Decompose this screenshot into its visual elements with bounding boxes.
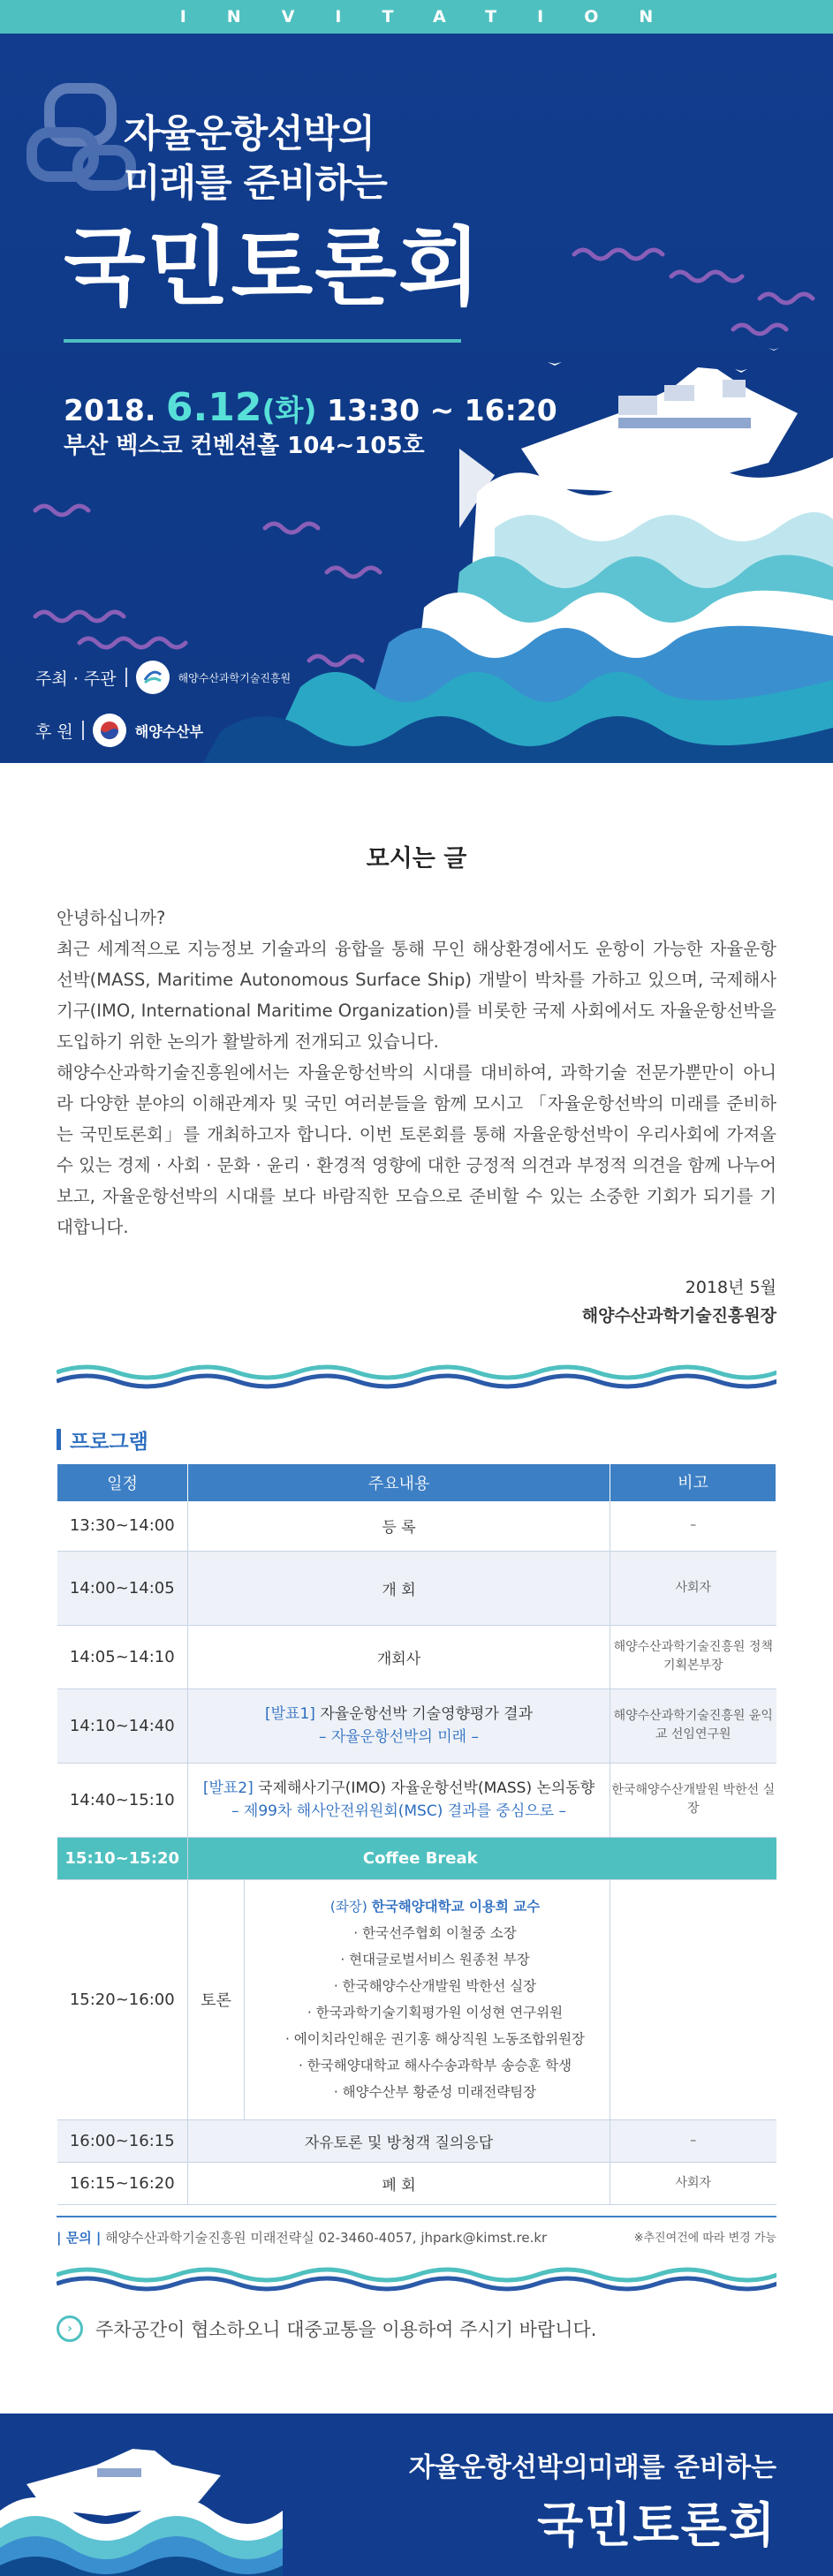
discussion-label: 토론 (188, 1879, 245, 2119)
organizer-name: 해양수산과학기술진흥원 (178, 671, 292, 684)
row-note: – (610, 2119, 776, 2162)
event-time: 13:30 ~ 16:20 (327, 393, 557, 427)
panelist: · 에이치라인해운 권기홍 해상직원 노동조합위원장 (284, 2031, 586, 2047)
letter-signer: 해양수산과학기술진흥원장 (581, 1306, 776, 1326)
header-content: 주요내용 (188, 1464, 610, 1501)
table-row (57, 1688, 776, 1763)
date-year: 2018. (64, 393, 156, 427)
wave-divider (57, 2262, 776, 2293)
chair-prefix: (좌장) (329, 1899, 367, 1915)
wave-divider (57, 1360, 776, 1390)
letter-paragraph: 최근 세계적으로 지능정보 기술과의 융합을 통해 무인 해상환경에서도 운항이 가능한 자율운항선박(MASS, Maritime Autonomous Surface Ship) 개발이 박차를 가하고 있으며, 국제해사기구(IMO, International Maritime Organization)를 비롯한 국제 사회에서도 자율운항선박을 도입하기 위한 논의가 활발하게 전개되고 있습니다. (57, 939, 776, 1052)
sponsor-label: 후 원 (35, 721, 73, 742)
footer-subtitle: 자율운항선박의미래를 준비하는 (408, 2452, 776, 2483)
panelist: · 현대글로벌서비스 원종천 부장 (340, 1952, 530, 1968)
presentation-title: 자율운항선박 기술영향평가 결과 (320, 1705, 534, 1723)
panelist: · 한국해양수산개발원 박한선 실장 (333, 1978, 537, 1994)
presentation-title: 국제해사기구(IMO) 자율운항선박(MASS) 논의동향 (258, 1779, 595, 1797)
footer-title: 국민토론회 (537, 2497, 776, 2553)
letter-paragraph: 해양수산과학기술진흥원에서는 자율운항선박의 시대를 대비하여, 과학기술 전문가뿐만이 아니라 다양한 분야의 이해관계자 및 국민 여러분들을 함께 모시고 「자율운항선박의 미래를 준비하는 국민토론회」를 개최하고자 합니다. 이번 토론회를 통해 자율운항선박이 우리사회에 가져올 수 있는 경제 · 사회 · 문화 · 윤리 · 환경적 영향에 대한 긍정적 의견과 부정적 의견을 함께 나누어보고, 자율운항선박의 시대를 보다 바람직한 모습으로 준비할 수 있는 소중한 기회가 되기를 기대합니다. (57, 1062, 776, 1237)
contact-label: | 문의 | (57, 2230, 102, 2246)
notice-text: 주차공간이 협소하오니 대중교통을 이용하여 주시기 바랍니다. (95, 2319, 597, 2340)
row-note: 사회자 (610, 1551, 776, 1625)
main-title: 국민토론회 (64, 218, 482, 317)
panelist: · 한국선주협회 이철중 소장 (353, 1925, 517, 1941)
row-content: 자유토론 및 방청객 질의응답 (188, 2119, 610, 2162)
row-time: 15:10~15:20 (57, 1837, 188, 1879)
row-note: 해양수산과학기술진흥원 정책기획본부장 (610, 1625, 776, 1688)
table-row (57, 1763, 776, 1837)
table-row (57, 1879, 776, 2119)
table-row (57, 1551, 776, 1625)
row-note (610, 1879, 776, 2119)
row-content: Coffee Break (188, 1837, 776, 1879)
row-content: 등 록 (188, 1501, 610, 1551)
panel-list (245, 1879, 610, 2119)
row-content (188, 1763, 610, 1837)
presentation-tag: [발표2] (202, 1779, 254, 1797)
contact-info (57, 2216, 776, 2247)
kimst-logo-icon (136, 661, 170, 694)
table-header-row (57, 1464, 776, 1501)
letter-paragraph: 안녕하십니까? (57, 908, 166, 928)
row-time: 15:20~16:00 (57, 1879, 188, 2119)
bird-icon (548, 348, 779, 373)
panelist: · 한국과학기술기획평가원 이성현 연구위원 (307, 2005, 564, 2021)
coffee-break-row (57, 1837, 776, 1879)
table-row (57, 1501, 776, 1551)
panel-chair (261, 1893, 610, 1920)
parking-notice (57, 2315, 597, 2342)
hero-subtitle (124, 110, 387, 208)
divider (125, 668, 127, 687)
hero-section (0, 34, 833, 763)
row-time: 16:00~16:15 (57, 2119, 188, 2162)
row-content: 개회사 (188, 1625, 610, 1688)
sponsor-name: 해양수산부 (134, 722, 204, 740)
row-time: 14:05~14:10 (57, 1625, 188, 1688)
contact-line (57, 2228, 547, 2247)
row-note: 사회자 (610, 2162, 776, 2204)
forum-logo-icon (32, 88, 131, 185)
program-heading (57, 1424, 776, 1455)
row-note: – (610, 1501, 776, 1551)
date-weekday: (화) (261, 393, 317, 427)
row-note: 한국해양수산개발원 박한선 실장 (610, 1763, 776, 1837)
letter-body (57, 903, 776, 1243)
table-row (57, 1625, 776, 1688)
letter-signature (582, 1273, 776, 1330)
table-row (57, 2119, 776, 2162)
row-note: 해양수산과학기술진흥원 윤익교 선임연구원 (610, 1688, 776, 1763)
program-title: 프로그램 (70, 1430, 148, 1454)
letter-title: 모시는 글 (366, 845, 467, 873)
row-time: 14:00~14:05 (57, 1551, 188, 1625)
row-time: 13:30~14:00 (57, 1501, 188, 1551)
organizer-row (35, 661, 291, 694)
schedule-table (57, 1464, 776, 2205)
subtitle-line-2: 미래를 준비하는 (124, 162, 387, 206)
chair-name: 한국해양대학교 이용희 교수 (371, 1899, 541, 1915)
panelist: · 해양수산부 황준성 미래전략팀장 (333, 2084, 537, 2100)
sponsor-row (35, 714, 203, 747)
row-time: 16:15~16:20 (57, 2162, 188, 2204)
letter-date: 2018년 5월 (685, 1278, 776, 1297)
mof-logo-icon (93, 714, 126, 747)
contact-text: 해양수산과학기술진흥원 미래전략실 02-3460-4057, jhpark@kimst.re.kr (105, 2230, 548, 2246)
footer-banner (0, 2414, 833, 2576)
presentation-tag: [발표1] (264, 1705, 315, 1723)
table-row (57, 2162, 776, 2204)
panelist: · 한국해양대학교 해사수송과학부 송승훈 학생 (298, 2058, 572, 2074)
arrow-right-icon: › (57, 2315, 83, 2342)
event-datetime (64, 385, 557, 430)
invitation-banner: INVITATION (0, 0, 833, 34)
program-section (57, 1424, 776, 2246)
organizer-label: 주최 · 주관 (35, 669, 117, 689)
contact-note: ※추진여건에 따라 변경 가능 (633, 2232, 776, 2245)
row-time: 14:10~14:40 (57, 1688, 188, 1763)
row-content: 개 회 (188, 1551, 610, 1625)
event-venue: 부산 벡스코 컨벤션홀 104~105호 (64, 433, 425, 459)
header-note: 비고 (610, 1464, 776, 1501)
divider (82, 721, 84, 740)
presentation-subtitle: – 제99차 해사안전위원회(MSC) 결과를 중심으로 – (231, 1802, 566, 1820)
header-time: 일정 (57, 1464, 188, 1501)
row-time: 14:40~15:10 (57, 1763, 188, 1837)
row-content: 폐 회 (188, 2162, 610, 2204)
row-content (188, 1688, 610, 1763)
heading-bar (57, 1429, 61, 1450)
title-underline (64, 339, 461, 343)
subtitle-line-1: 자율운항선박의 (124, 112, 375, 156)
date-month-day: 6.12 (165, 385, 262, 430)
presentation-subtitle: – 자율운항선박의 미래 – (318, 1728, 479, 1746)
